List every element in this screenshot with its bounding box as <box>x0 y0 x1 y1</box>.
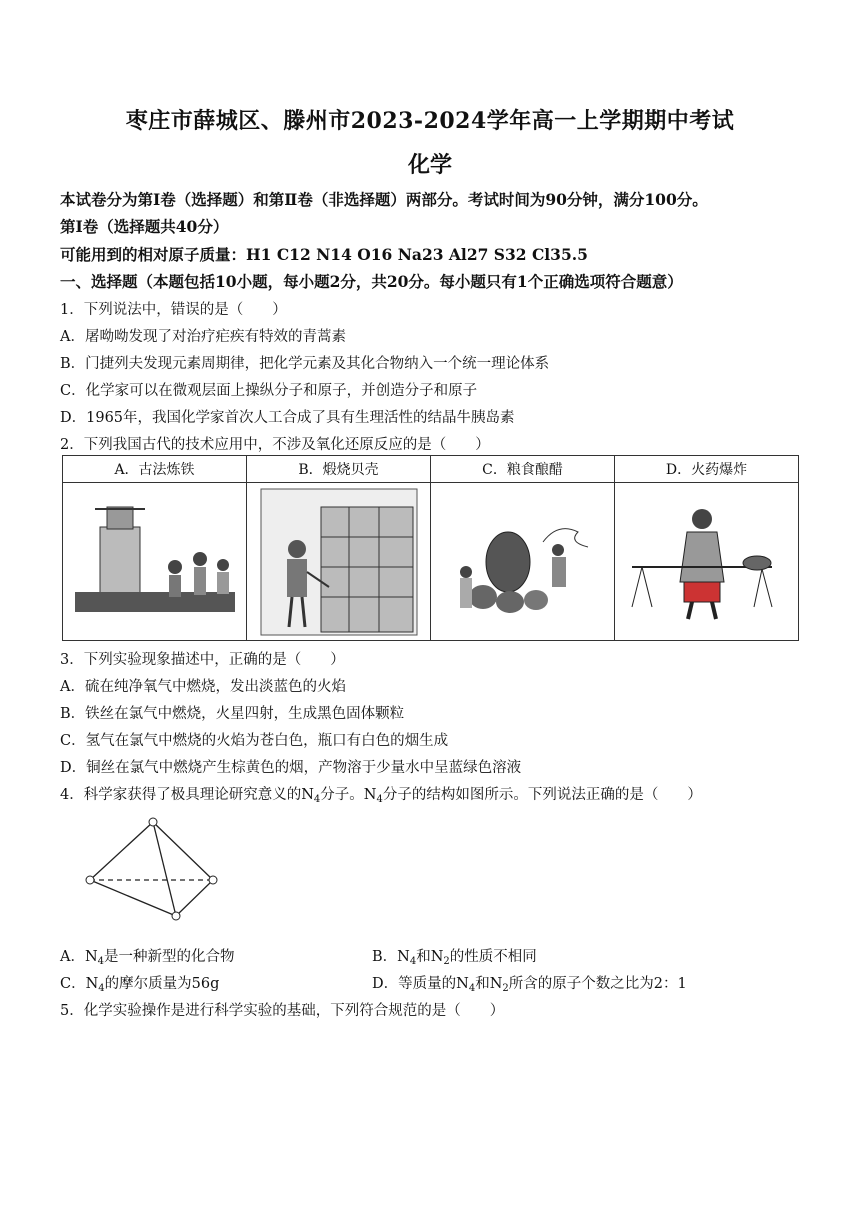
q1-option-b: B．门捷列夫发现元素周期律，把化学元素及其化合物纳入一个统一理论体系 <box>60 356 550 372</box>
q2-option-c-label: C．粮食酿醋 <box>431 456 615 483</box>
q4-option-a: A．$N_4$是一种新型的化合物 <box>60 949 235 967</box>
q2-option-c-image <box>431 483 615 641</box>
q3-option-b: B．铁丝在氯气中燃烧，火星四射，生成黑色固体颗粒 <box>60 706 405 722</box>
q4-stem: 4．科学家获得了极具理论研究意义的$N_4$分子。$N_4$分子的结构如图所示。下列说法正确的是（ ） <box>60 787 702 805</box>
vinegar-brewing-illustration <box>448 502 598 622</box>
q2-option-b-image <box>247 483 431 641</box>
q2-option-a-label: A．古法炼铁 <box>63 456 247 483</box>
gunpowder-explosion-illustration <box>622 497 792 627</box>
q2-option-d-label: D．火药爆炸 <box>615 456 799 483</box>
q1-option-c: C．化学家可以在微观层面上操纵分子和原子，并创造分子和原子 <box>60 383 478 399</box>
q3-option-a: A．硫在纯净氧气中燃烧，发出淡蓝色的火焰 <box>60 679 346 695</box>
q2-option-b-label: B．煅烧贝壳 <box>247 456 431 483</box>
q1-option-d: D．1965年，我国化学家首次人工合成了具有生理活性的结晶牛胰岛素 <box>60 410 515 426</box>
q5-stem: 5．化学实验操作是进行科学实验的基础，下列符合规范的是（ ） <box>60 1003 505 1019</box>
q1-stem: 1．下列说法中，错误的是（ ） <box>60 302 287 318</box>
q4-option-d: D．等质量的$N_4$和$N_2$所含的原子个数之比为2：1 <box>372 976 687 994</box>
q2-option-d-image <box>615 483 799 641</box>
shell-calcining-illustration <box>259 487 419 637</box>
n4-molecule-structure <box>80 812 230 927</box>
intro-line-2: 第Ⅰ卷（选择题共40分） <box>60 217 229 236</box>
q3-option-d: D．铜丝在氯气中燃烧产生棕黄色的烟，产物溶于少量水中呈蓝绿色溶液 <box>60 760 522 776</box>
q2-options-table <box>62 455 799 641</box>
intro-line-1: 本试卷分为第Ⅰ卷（选择题）和第Ⅱ卷（非选择题）两部分。考试时间为90分钟，满分100分。 <box>60 190 708 209</box>
q3-stem: 3．下列实验现象描述中，正确的是（ ） <box>60 652 345 668</box>
iron-smelting-illustration <box>65 497 245 627</box>
exam-subject: 化学 <box>407 152 452 178</box>
section-heading: 一、选择题（本题包括10小题，每小题2分，共20分。每小题只有1个正确选项符合题意） <box>60 272 683 291</box>
q3-option-c: C．氢气在氯气中燃烧的火焰为苍白色，瓶口有白色的烟生成 <box>60 733 449 749</box>
q2-option-a-image <box>63 483 247 641</box>
q4-option-b: B．$N_4$和$N_2$的性质不相同 <box>372 949 537 967</box>
q2-stem: 2．下列我国古代的技术应用中，不涉及氧化还原反应的是（ ） <box>60 437 490 453</box>
intro-line-3: 可能用到的相对原子质量：H1 C12 N14 O16 Na23 Al27 S32 Cl35.5 <box>60 245 588 264</box>
exam-title: 枣庄市薛城区、滕州市2023-2024学年高一上学期期中考试 <box>125 108 735 134</box>
q1-option-a: A．屠呦呦发现了对治疗疟疾有特效的青蒿素 <box>60 329 346 345</box>
q4-option-c: C．$N_4$的摩尔质量为56g <box>60 976 220 994</box>
